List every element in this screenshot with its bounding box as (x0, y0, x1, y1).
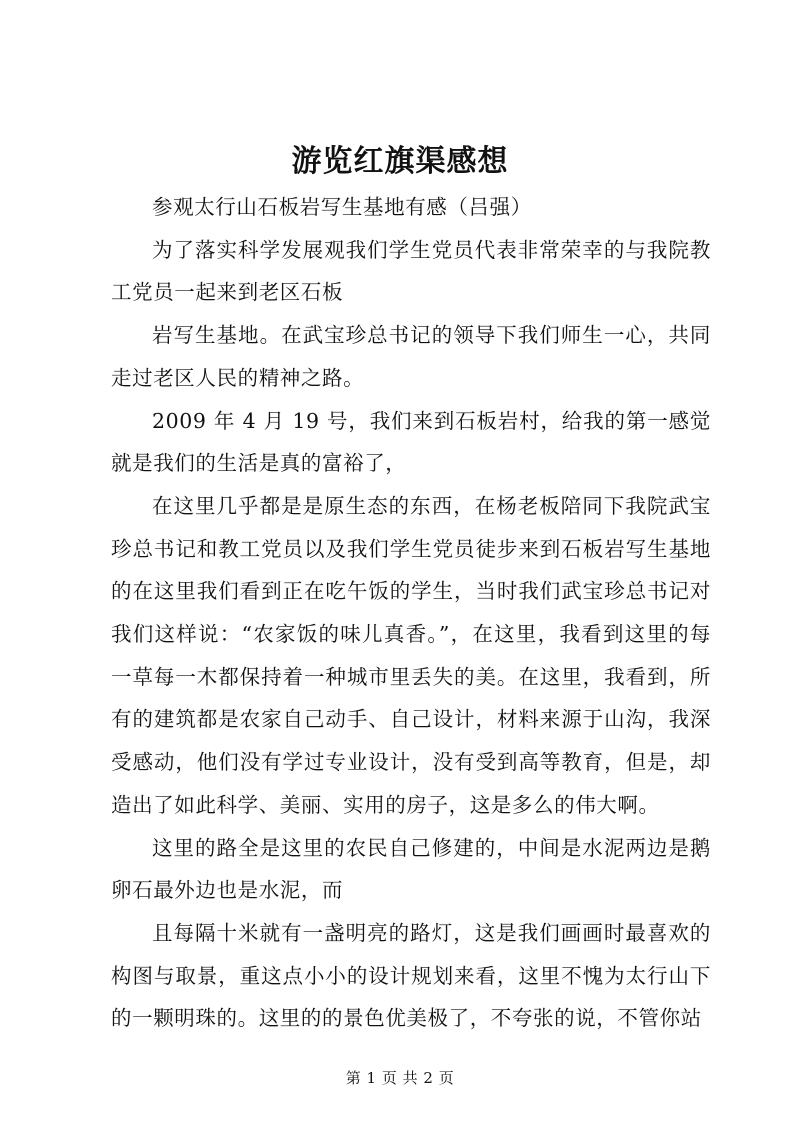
paragraph: 且每隔十米就有一盏明亮的路灯，这是我们画画时最喜欢的构图与取景，重这点小小的设计规划来看，这里不愧为太行山下的一颗明珠的。这里的的景色优美极了，不夸张的说，不管你站 (111, 920, 711, 1031)
paragraph: 2009 年 4 月 19 号，我们来到石板岩村，给我的第一感觉就是我们的生活是真的富裕了， (111, 408, 711, 476)
paragraph: 岩写生基地。在武宝珍总书记的领导下我们师生一心，共同走过老区人民的精神之路。 (111, 323, 711, 390)
page-number-footer: 第 1 页 共 2 页 (345, 1069, 455, 1087)
paragraph: 这里的路全是这里的农民自己修建的，中间是水泥两边是鹅卵石最外边也是水泥，而 (111, 835, 711, 903)
paragraph: 为了落实科学发展观我们学生党员代表非常荣幸的与我院教工党员一起来到老区石板 (111, 237, 711, 305)
paragraph: 在这里几乎都是是原生态的东西，在杨老板陪同下我院武宝珍总书记和教工党员以及我们学生党员徒步来到石板岩写生基地的在这里我们看到正在吃午饭的学生，当时我们武宝珍总书记对我们这样说：“农家饭的味儿真香。”，在这里，我看到这里的每一草每一木都保持着一种城市里丢失的美。在这里，我看到，所有的建筑都是农家自己动手、自己设计，材料来源于山沟，我深受感动，他们没有学过专业设计，没有受到高等教育，但是，却造出了如此科学、美丽、实用的房子，这是多么的伟大啊。 (111, 493, 711, 817)
document-title: 游览红旗渠感想 (291, 144, 509, 179)
document-body (111, 186, 711, 1040)
paragraph: 参观太行山石板岩写生基地有感（吕强） (152, 195, 532, 219)
